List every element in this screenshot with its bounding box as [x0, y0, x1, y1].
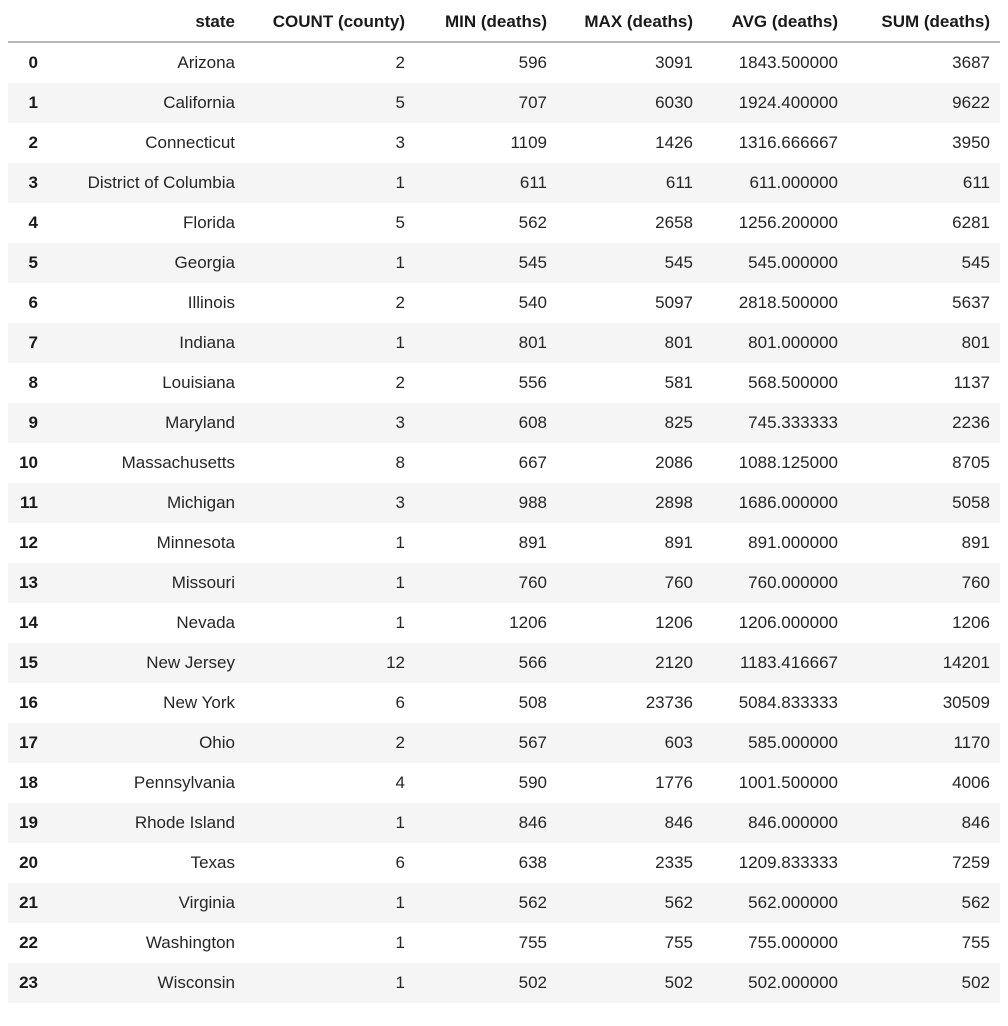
cell-max: 5097	[557, 283, 703, 323]
table-row	[8, 123, 1000, 163]
cell-state: Louisiana	[48, 363, 245, 403]
cell-sum: 2236	[848, 403, 1000, 443]
cell-min: 1109	[415, 123, 557, 163]
cell-count: 2	[245, 283, 415, 323]
column-header-state: state	[48, 12, 245, 42]
cell-count: 1	[245, 923, 415, 963]
cell-avg: 846.000000	[703, 803, 848, 843]
table-row	[8, 923, 1000, 963]
cell-sum: 7259	[848, 843, 1000, 883]
cell-min: 590	[415, 763, 557, 803]
cell-avg: 1256.200000	[703, 203, 848, 243]
cell-avg: 1183.416667	[703, 643, 848, 683]
cell-state: Washington	[48, 923, 245, 963]
table-row	[8, 843, 1000, 883]
row-index-cell: 21	[8, 883, 48, 923]
cell-max: 6030	[557, 83, 703, 123]
cell-sum: 801	[848, 323, 1000, 363]
cell-state: Virginia	[48, 883, 245, 923]
row-index-cell: 8	[8, 363, 48, 403]
cell-state: Missouri	[48, 563, 245, 603]
cell-state: Georgia	[48, 243, 245, 283]
cell-sum: 30509	[848, 683, 1000, 723]
cell-sum: 755	[848, 923, 1000, 963]
table-row	[8, 803, 1000, 843]
cell-sum: 545	[848, 243, 1000, 283]
cell-avg: 760.000000	[703, 563, 848, 603]
cell-avg: 745.333333	[703, 403, 848, 443]
column-header-index	[8, 12, 48, 42]
cell-count: 8	[245, 443, 415, 483]
cell-max: 1426	[557, 123, 703, 163]
cell-avg: 1209.833333	[703, 843, 848, 883]
cell-state: New York	[48, 683, 245, 723]
cell-avg: 1088.125000	[703, 443, 848, 483]
cell-min: 608	[415, 403, 557, 443]
cell-avg: 1924.400000	[703, 83, 848, 123]
cell-max: 581	[557, 363, 703, 403]
table-row	[8, 883, 1000, 923]
cell-state: Arizona	[48, 42, 245, 83]
row-index-cell: 9	[8, 403, 48, 443]
column-header-min: MIN (deaths)	[415, 12, 557, 42]
cell-count: 6	[245, 683, 415, 723]
cell-min: 611	[415, 163, 557, 203]
cell-count: 12	[245, 643, 415, 683]
cell-state: Pennsylvania	[48, 763, 245, 803]
cell-state: Ohio	[48, 723, 245, 763]
cell-count: 3	[245, 483, 415, 523]
cell-min: 508	[415, 683, 557, 723]
cell-avg: 1843.500000	[703, 42, 848, 83]
cell-max: 1776	[557, 763, 703, 803]
cell-count: 1	[245, 243, 415, 283]
table-row	[8, 283, 1000, 323]
cell-sum: 1137	[848, 363, 1000, 403]
cell-count: 4	[245, 763, 415, 803]
cell-max: 545	[557, 243, 703, 283]
cell-max: 2658	[557, 203, 703, 243]
cell-sum: 3950	[848, 123, 1000, 163]
table-row	[8, 963, 1000, 1003]
cell-min: 566	[415, 643, 557, 683]
row-index-cell: 6	[8, 283, 48, 323]
cell-avg: 891.000000	[703, 523, 848, 563]
cell-max: 2120	[557, 643, 703, 683]
table-header	[8, 12, 1000, 42]
cell-max: 825	[557, 403, 703, 443]
cell-min: 567	[415, 723, 557, 763]
cell-state: Florida	[48, 203, 245, 243]
cell-min: 540	[415, 283, 557, 323]
cell-avg: 562.000000	[703, 883, 848, 923]
cell-sum: 6281	[848, 203, 1000, 243]
cell-avg: 502.000000	[703, 963, 848, 1003]
table-row	[8, 243, 1000, 283]
cell-state: Wisconsin	[48, 963, 245, 1003]
cell-min: 707	[415, 83, 557, 123]
cell-sum: 846	[848, 803, 1000, 843]
table-row	[8, 83, 1000, 123]
cell-avg: 2818.500000	[703, 283, 848, 323]
cell-avg: 1686.000000	[703, 483, 848, 523]
cell-count: 1	[245, 523, 415, 563]
cell-sum: 8705	[848, 443, 1000, 483]
table-row	[8, 563, 1000, 603]
cell-max: 891	[557, 523, 703, 563]
cell-count: 1	[245, 323, 415, 363]
table-row	[8, 203, 1000, 243]
cell-state: District of Columbia	[48, 163, 245, 203]
row-index-cell: 15	[8, 643, 48, 683]
table-row	[8, 763, 1000, 803]
cell-sum: 5058	[848, 483, 1000, 523]
row-index-cell: 16	[8, 683, 48, 723]
table-row	[8, 403, 1000, 443]
table-row	[8, 42, 1000, 83]
cell-sum: 1170	[848, 723, 1000, 763]
row-index-cell: 17	[8, 723, 48, 763]
cell-state: Connecticut	[48, 123, 245, 163]
cell-min: 556	[415, 363, 557, 403]
cell-sum: 4006	[848, 763, 1000, 803]
cell-count: 5	[245, 83, 415, 123]
cell-count: 1	[245, 163, 415, 203]
cell-max: 2335	[557, 843, 703, 883]
cell-state: Minnesota	[48, 523, 245, 563]
cell-min: 502	[415, 963, 557, 1003]
cell-max: 23736	[557, 683, 703, 723]
cell-min: 562	[415, 203, 557, 243]
cell-max: 611	[557, 163, 703, 203]
cell-state: California	[48, 83, 245, 123]
cell-sum: 1206	[848, 603, 1000, 643]
cell-avg: 545.000000	[703, 243, 848, 283]
cell-state: Illinois	[48, 283, 245, 323]
row-index-cell: 10	[8, 443, 48, 483]
cell-avg: 1206.000000	[703, 603, 848, 643]
cell-count: 1	[245, 883, 415, 923]
table-row	[8, 643, 1000, 683]
cell-count: 2	[245, 723, 415, 763]
cell-max: 801	[557, 323, 703, 363]
cell-count: 3	[245, 123, 415, 163]
table-row	[8, 723, 1000, 763]
cell-min: 638	[415, 843, 557, 883]
cell-count: 1	[245, 963, 415, 1003]
table-row	[8, 363, 1000, 403]
cell-min: 545	[415, 243, 557, 283]
table-body	[8, 42, 1000, 1003]
cell-count: 1	[245, 563, 415, 603]
row-index-cell: 7	[8, 323, 48, 363]
row-index-cell: 3	[8, 163, 48, 203]
row-index-cell: 12	[8, 523, 48, 563]
row-index-cell: 2	[8, 123, 48, 163]
cell-sum: 611	[848, 163, 1000, 203]
cell-max: 760	[557, 563, 703, 603]
row-index-cell: 4	[8, 203, 48, 243]
table-row	[8, 483, 1000, 523]
cell-count: 3	[245, 403, 415, 443]
cell-avg: 611.000000	[703, 163, 848, 203]
cell-avg: 755.000000	[703, 923, 848, 963]
cell-state: Michigan	[48, 483, 245, 523]
cell-avg: 585.000000	[703, 723, 848, 763]
column-header-avg: AVG (deaths)	[703, 12, 848, 42]
cell-sum: 502	[848, 963, 1000, 1003]
cell-state: Texas	[48, 843, 245, 883]
cell-state: New Jersey	[48, 643, 245, 683]
cell-state: Rhode Island	[48, 803, 245, 843]
cell-min: 596	[415, 42, 557, 83]
cell-min: 755	[415, 923, 557, 963]
cell-max: 2086	[557, 443, 703, 483]
cell-avg: 801.000000	[703, 323, 848, 363]
table-row	[8, 163, 1000, 203]
cell-count: 6	[245, 843, 415, 883]
column-header-max: MAX (deaths)	[557, 12, 703, 42]
cell-sum: 760	[848, 563, 1000, 603]
cell-count: 2	[245, 363, 415, 403]
row-index-cell: 0	[8, 42, 48, 83]
cell-max: 755	[557, 923, 703, 963]
cell-min: 562	[415, 883, 557, 923]
table-row	[8, 603, 1000, 643]
cell-sum: 9622	[848, 83, 1000, 123]
cell-max: 502	[557, 963, 703, 1003]
cell-state: Indiana	[48, 323, 245, 363]
cell-sum: 562	[848, 883, 1000, 923]
row-index-cell: 11	[8, 483, 48, 523]
cell-sum: 14201	[848, 643, 1000, 683]
cell-max: 3091	[557, 42, 703, 83]
cell-avg: 5084.833333	[703, 683, 848, 723]
cell-sum: 3687	[848, 42, 1000, 83]
row-index-cell: 19	[8, 803, 48, 843]
cell-min: 667	[415, 443, 557, 483]
cell-max: 603	[557, 723, 703, 763]
cell-max: 562	[557, 883, 703, 923]
cell-max: 1206	[557, 603, 703, 643]
cell-count: 2	[245, 42, 415, 83]
cell-state: Massachusetts	[48, 443, 245, 483]
table-row	[8, 443, 1000, 483]
table-row	[8, 323, 1000, 363]
aggregate-deaths-by-state-table	[8, 12, 1000, 1003]
row-index-cell: 22	[8, 923, 48, 963]
cell-min: 891	[415, 523, 557, 563]
cell-count: 1	[245, 803, 415, 843]
header-row	[8, 12, 1000, 42]
cell-avg: 568.500000	[703, 363, 848, 403]
column-header-count: COUNT (county)	[245, 12, 415, 42]
cell-sum: 891	[848, 523, 1000, 563]
cell-min: 988	[415, 483, 557, 523]
column-header-sum: SUM (deaths)	[848, 12, 1000, 42]
row-index-cell: 13	[8, 563, 48, 603]
row-index-cell: 20	[8, 843, 48, 883]
row-index-cell: 14	[8, 603, 48, 643]
cell-count: 1	[245, 603, 415, 643]
cell-max: 846	[557, 803, 703, 843]
table-row	[8, 683, 1000, 723]
cell-sum: 5637	[848, 283, 1000, 323]
cell-min: 846	[415, 803, 557, 843]
row-index-cell: 23	[8, 963, 48, 1003]
cell-min: 1206	[415, 603, 557, 643]
row-index-cell: 18	[8, 763, 48, 803]
row-index-cell: 1	[8, 83, 48, 123]
cell-state: Nevada	[48, 603, 245, 643]
cell-state: Maryland	[48, 403, 245, 443]
row-index-cell: 5	[8, 243, 48, 283]
cell-min: 801	[415, 323, 557, 363]
cell-avg: 1316.666667	[703, 123, 848, 163]
cell-max: 2898	[557, 483, 703, 523]
cell-count: 5	[245, 203, 415, 243]
cell-avg: 1001.500000	[703, 763, 848, 803]
table-row	[8, 523, 1000, 563]
cell-min: 760	[415, 563, 557, 603]
